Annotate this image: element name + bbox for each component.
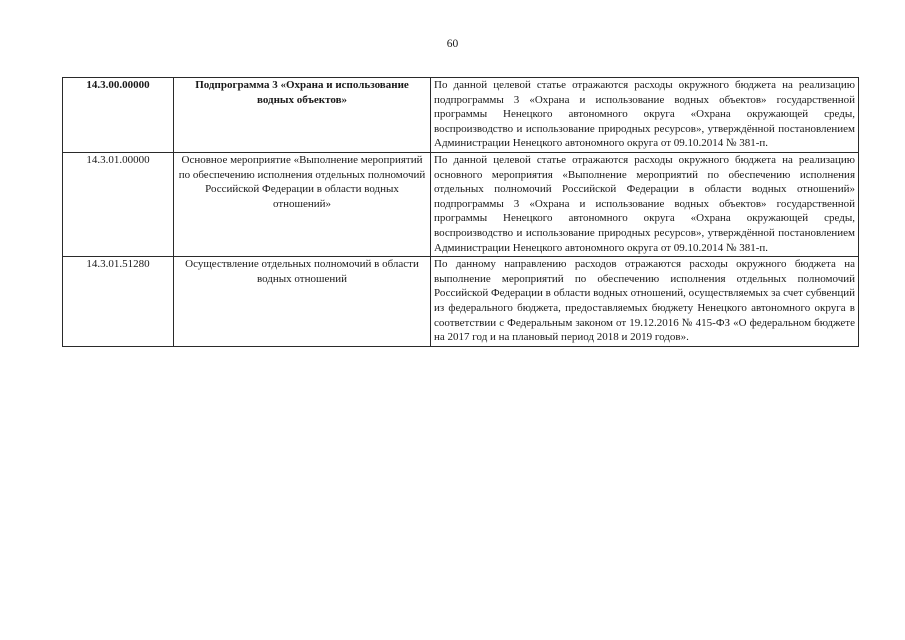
target-article-name: Основное мероприятие «Выполнение мероприятий по обеспечению исполнения отдельных полномочий Российской Федерации в области водных отношений» xyxy=(174,152,431,256)
table-row xyxy=(63,257,859,347)
page-number: 60 xyxy=(446,38,459,50)
target-article-code: 14.3.01.00000 xyxy=(63,152,174,256)
budget-classification-table xyxy=(62,77,859,347)
target-article-code: 14.3.00.00000 xyxy=(63,78,174,153)
target-article-description: По данной целевой статье отражаются расходы окружного бюджета на реализацию основного мероприятия «Выполнение мероприятий по обеспечению исполнения отдельных полномочий Российской Федерации в области водных отношений» подпрограммы 3 «Охрана и использование водных объектов» государственной программы Ненецкого автономного округа «Охрана окружающей среды, воспроизводство и использование природных ресурсов», утверждённой постановлением Администрации Ненецкого автономного округа от 09.10.2014 № 381-п. xyxy=(431,152,859,256)
expense-direction-name: Осуществление отдельных полномочий в области водных отношений xyxy=(174,257,431,347)
expense-direction-code: 14.3.01.51280 xyxy=(63,257,174,347)
table-row xyxy=(63,78,859,153)
target-article-name: Подпрограмма 3 «Охрана и использование водных объектов» xyxy=(174,78,431,153)
table-row xyxy=(63,152,859,256)
target-article-description: По данной целевой статье отражаются расходы окружного бюджета на реализацию подпрограммы 3 «Охрана и использование водных объектов» государственной программы Ненецкого автономного округа «Охрана окружающей среды, воспроизводство и использование природных ресурсов», утверждённой постановлением Администрации Ненецкого автономного округа от 09.10.2014 № 381-п. xyxy=(431,78,859,153)
expense-direction-description: По данному направлению расходов отражаются расходы окружного бюджета на выполнение мероприятий по обеспечению исполнения отдельных полномочий Российской Федерации в области водных отношений, осуществляемых за счет субвенций из федерального бюджета, предоставляемых бюджету Ненецкого автономного округа в соответствии с Федеральным законом от 19.12.2016 № 415-ФЗ «О федеральном бюджете на 2017 год и на плановый период 2018 и 2019 годов». xyxy=(431,257,859,347)
